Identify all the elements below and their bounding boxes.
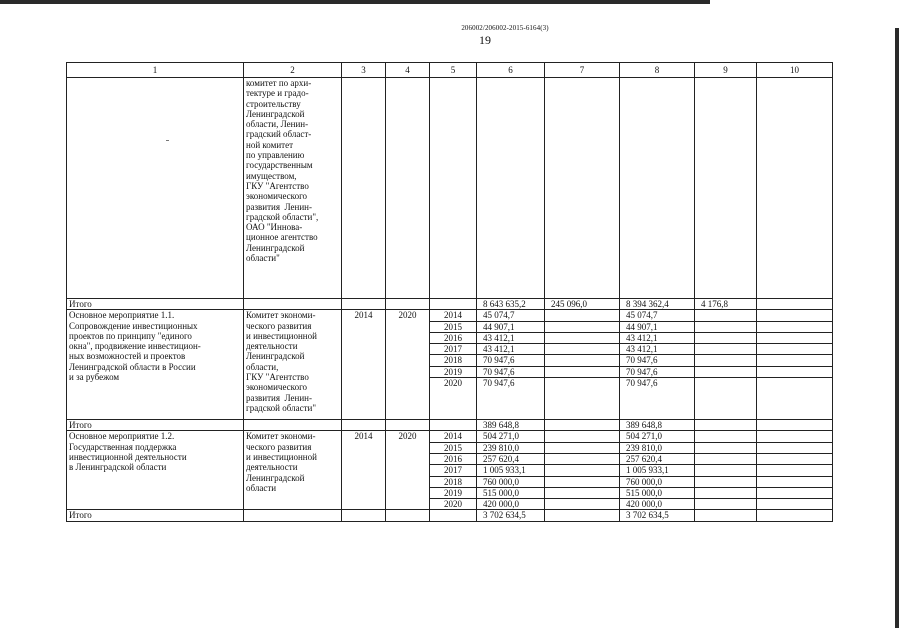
value-col6: 70 947,6 xyxy=(477,378,545,420)
year-cell: 2016 xyxy=(430,332,477,343)
column-number: 8 xyxy=(620,63,695,78)
column-number: 4 xyxy=(386,63,430,78)
executor-cell: Комитет экономи- ческого развития и инвестиционной деятельности Ленинградской области, ГКУ "Агентство экономического развития Ленин- градской области" xyxy=(244,310,342,420)
year-cell: 2019 xyxy=(430,366,477,377)
document-code: 206002/206002-2015-6164(3) xyxy=(461,24,549,32)
total-col8: 389 648,8 xyxy=(620,420,695,431)
total-label: Итого xyxy=(67,299,244,310)
value-col8: 515 000,0 xyxy=(620,487,695,498)
column-number: 6 xyxy=(477,63,545,78)
total-col6: 3 702 634,5 xyxy=(477,510,545,521)
funding-table xyxy=(66,62,833,522)
value-col8: 44 907,1 xyxy=(620,321,695,332)
total-row xyxy=(67,510,833,521)
value-col6: 760 000,0 xyxy=(477,476,545,487)
total-label: Итого xyxy=(67,420,244,431)
column-number: 9 xyxy=(695,63,757,78)
table-row xyxy=(67,310,833,321)
value-col6: 515 000,0 xyxy=(477,487,545,498)
scan-edge-top xyxy=(0,0,710,4)
year-cell: 2018 xyxy=(430,355,477,366)
value-col6: 44 907,1 xyxy=(477,321,545,332)
table-row xyxy=(67,431,833,442)
measure-name: Основное мероприятие 1.2. Государственная поддержка инвестиционной деятельности в Ленинградской области xyxy=(67,431,244,510)
executor-cell: Комитет экономи- ческого развития и инвестиционной деятельности Ленинградской области xyxy=(244,431,342,510)
year-cell: 2020 xyxy=(430,378,477,420)
value-col8: 760 000,0 xyxy=(620,476,695,487)
measure-name: Основное мероприятие 1.1. Сопровождение инвестиционных проектов по принципу "единого окна", продвижение инвестицион- ных возможностей и проектов Ленинградской области в России и за рубежом xyxy=(67,310,244,420)
value-col6: 1 005 933,1 xyxy=(477,465,545,476)
value-col8: 1 005 933,1 xyxy=(620,465,695,476)
year-cell: 2017 xyxy=(430,344,477,355)
value-col6: 70 947,6 xyxy=(477,355,545,366)
value-col8: 257 620,4 xyxy=(620,453,695,464)
value-col6: 257 620,4 xyxy=(477,453,545,464)
year-cell: 2015 xyxy=(430,321,477,332)
value-col8: 239 810,0 xyxy=(620,442,695,453)
start-year: 2014 xyxy=(342,310,386,420)
total-row xyxy=(67,420,833,431)
column-number: 2 xyxy=(244,63,342,78)
column-number: 1 xyxy=(67,63,244,78)
table-row xyxy=(67,78,833,299)
end-year: 2020 xyxy=(386,431,430,510)
year-cell: 2019 xyxy=(430,487,477,498)
total-col6: 8 643 635,2 xyxy=(477,299,545,310)
value-col6: 70 947,6 xyxy=(477,366,545,377)
column-number: 10 xyxy=(757,63,833,78)
column-number-row xyxy=(67,63,833,78)
value-col8: 70 947,6 xyxy=(620,366,695,377)
scan-edge-right xyxy=(895,28,899,628)
total-col7: 245 096,0 xyxy=(545,299,620,310)
year-cell: 2015 xyxy=(430,442,477,453)
value-col6: 43 412,1 xyxy=(477,332,545,343)
value-col8: 70 947,6 xyxy=(620,378,695,420)
year-cell: 2014 xyxy=(430,310,477,321)
value-col8: 43 412,1 xyxy=(620,332,695,343)
value-col8: 504 271,0 xyxy=(620,431,695,442)
year-cell: 2018 xyxy=(430,476,477,487)
executor-cell: комитет по архи- тектуре и градо- строительству Ленинградской области, Ленин- градский област- ной комитет по управлению государственным имуществом, ГКУ "Агентство экономического развития Ленин- градской области", ОАО "Иннова- ционное агентство Ленинградской области" xyxy=(244,78,342,299)
total-col8: 3 702 634,5 xyxy=(620,510,695,521)
value-col8: 45 074,7 xyxy=(620,310,695,321)
total-row xyxy=(67,299,833,310)
value-col8: 420 000,0 xyxy=(620,499,695,510)
value-col6: 239 810,0 xyxy=(477,442,545,453)
start-year: 2014 xyxy=(342,431,386,510)
value-col6: 43 412,1 xyxy=(477,344,545,355)
total-col6: 389 648,8 xyxy=(477,420,545,431)
column-number: 5 xyxy=(430,63,477,78)
value-col6: 45 074,7 xyxy=(477,310,545,321)
column-number: 3 xyxy=(342,63,386,78)
value-col6: 504 271,0 xyxy=(477,431,545,442)
year-cell: 2016 xyxy=(430,453,477,464)
total-col9: 4 176,8 xyxy=(695,299,757,310)
value-col8: 43 412,1 xyxy=(620,344,695,355)
total-label: Итого xyxy=(67,510,244,521)
page-number: 19 xyxy=(479,33,491,47)
total-col8: 8 394 362,4 xyxy=(620,299,695,310)
column-number: 7 xyxy=(545,63,620,78)
end-year: 2020 xyxy=(386,310,430,420)
year-cell: 2014 xyxy=(430,431,477,442)
year-cell: 2017 xyxy=(430,465,477,476)
year-cell: 2020 xyxy=(430,499,477,510)
value-col6: 420 000,0 xyxy=(477,499,545,510)
value-col8: 70 947,6 xyxy=(620,355,695,366)
